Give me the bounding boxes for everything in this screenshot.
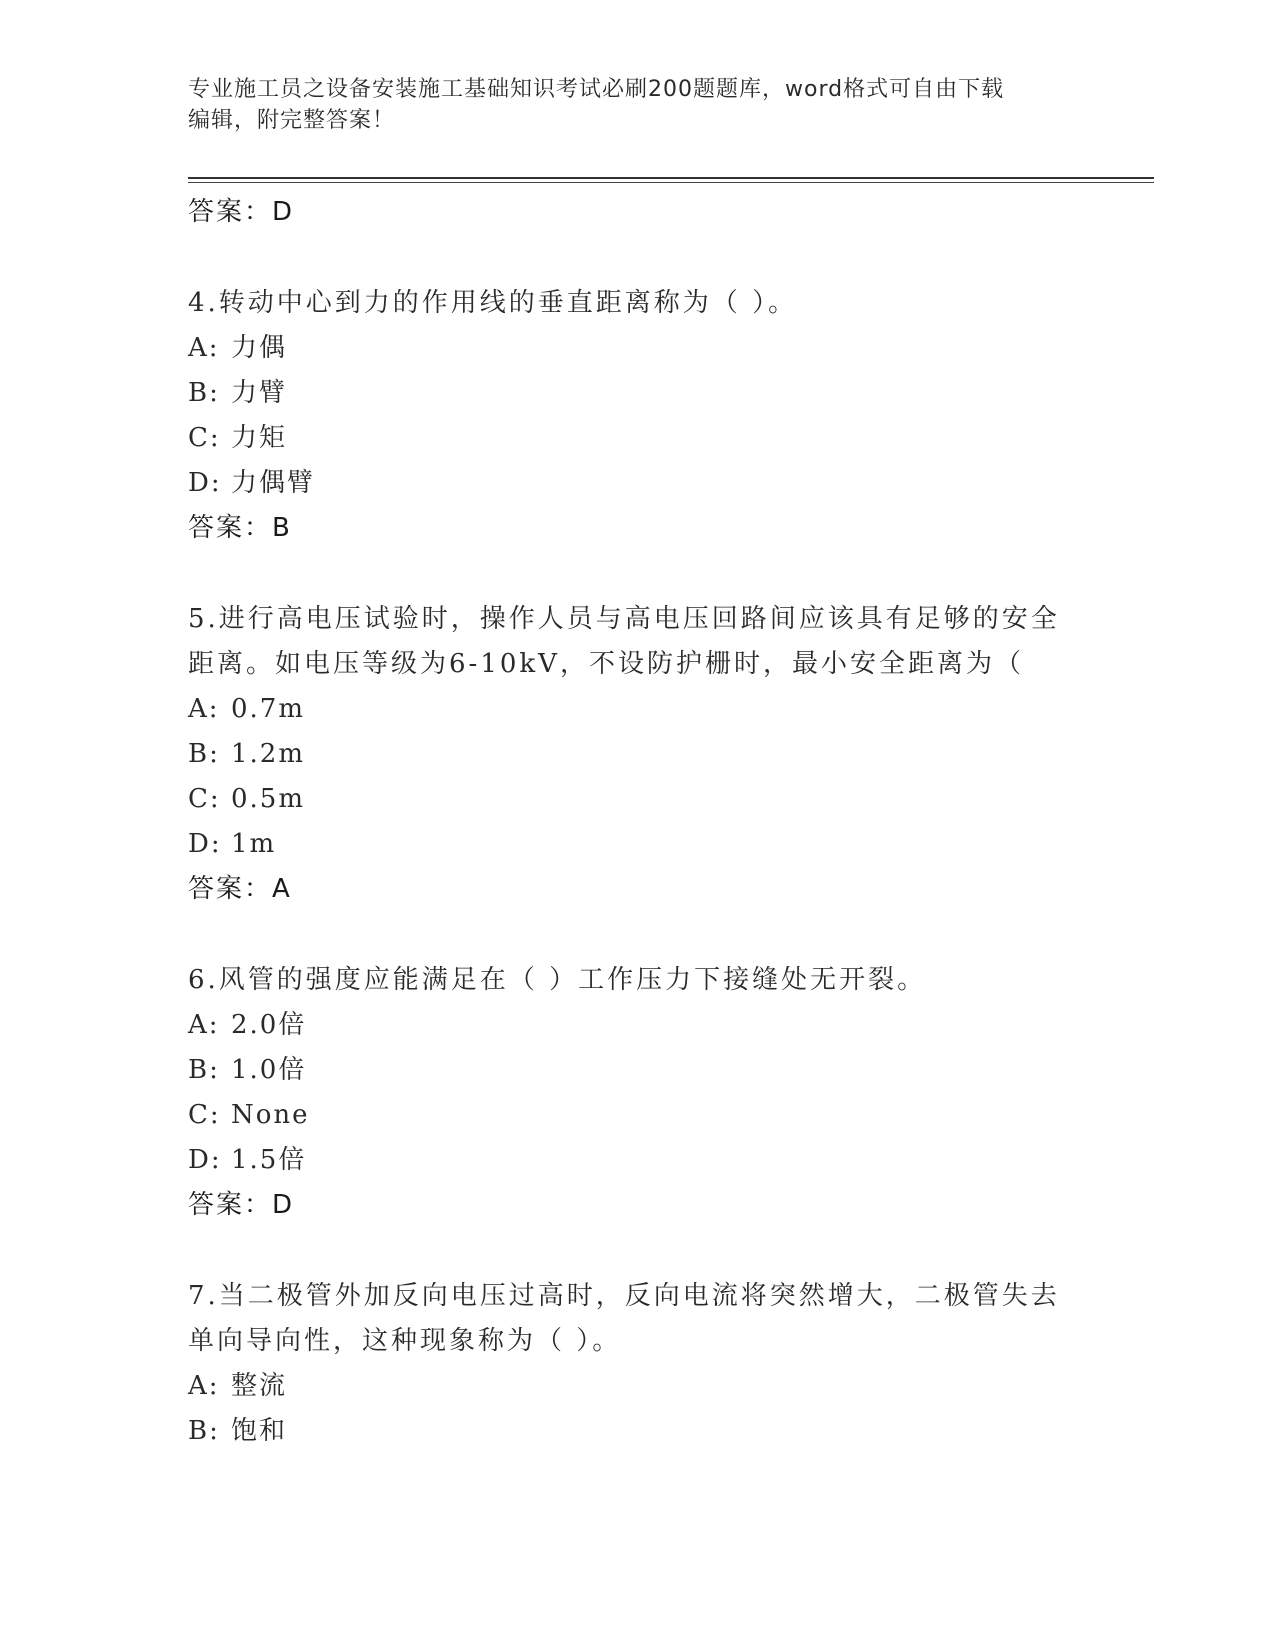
option-letter: B: [188,378,220,408]
question-item [188,597,1088,912]
option-letter: D: [188,829,222,859]
option-c [188,777,1088,822]
option-letter: A: [188,1371,220,1401]
answer-line: 答案：D [188,1190,295,1220]
option-text: 饱和 [231,1416,288,1446]
option-letter: D: [188,1145,222,1175]
option-text: 2.0倍 [231,1010,307,1040]
option-text: 1.5倍 [231,1145,307,1175]
option-c [188,416,1088,461]
answer-line: 答案：A [188,874,292,904]
option-text: 1.0倍 [231,1055,307,1085]
option-b [188,732,1088,777]
header-divider-thin [188,182,1154,183]
question-text: 6.风管的强度应能满足在（ ）工作压力下接缝处无开裂。 [188,965,927,995]
question-item [188,281,1088,551]
option-text: 0.5m [231,784,306,814]
option-text: 力偶臂 [231,468,316,498]
option-letter: A: [188,1010,220,1040]
question-text: 5.进行高电压试验时，操作人员与高电压回路间应该具有足够的安全距离。如电压等级为6-10kV，不设防护栅时，最小安全距离为（ [188,604,1060,679]
question-text: 4.转动中心到力的作用线的垂直距离称为（ ）。 [188,288,798,318]
option-text: 1.2m [231,739,306,769]
option-text: 整流 [231,1371,288,1401]
question-text: 7.当二极管外加反向电压过高时，反向电流将突然增大，二极管失去单向导向性，这种现象称为（ ）。 [188,1281,1060,1356]
option-text: 力矩 [231,423,288,453]
question-item [188,958,1088,1228]
document-header [188,74,1088,136]
option-c [188,1093,1088,1138]
question-list [188,190,1088,1454]
question-item [188,1274,1088,1454]
header-line-1: 专业施工员之设备安装施工基础知识考试必刷200题题库，word格式可自由下载 [188,77,1005,102]
option-letter: D: [188,468,222,498]
option-letter: C: [188,784,221,814]
option-letter: B: [188,739,220,769]
option-letter: A: [188,333,220,363]
option-b [188,371,1088,416]
option-letter: C: [188,423,221,453]
option-text: 1m [231,829,277,859]
header-divider-thick [188,177,1154,179]
option-b [188,1048,1088,1093]
option-text: 力臂 [231,378,288,408]
option-a [188,1003,1088,1048]
option-b [188,1409,1088,1454]
option-text: None [231,1100,310,1130]
option-letter: B: [188,1055,220,1085]
option-a [188,1364,1088,1409]
option-d [188,822,1088,867]
option-a [188,326,1088,371]
option-letter: C: [188,1100,221,1130]
option-d [188,461,1088,506]
option-text: 0.7m [231,694,306,724]
option-d [188,1138,1088,1183]
option-text: 力偶 [231,333,288,363]
answer-line: 答案：B [188,513,292,543]
header-line-2: 编辑，附完整答案！ [188,108,396,133]
option-letter: A: [188,694,220,724]
option-letter: B: [188,1416,220,1446]
option-a [188,687,1088,732]
answer-line: 答案：D [188,197,295,227]
